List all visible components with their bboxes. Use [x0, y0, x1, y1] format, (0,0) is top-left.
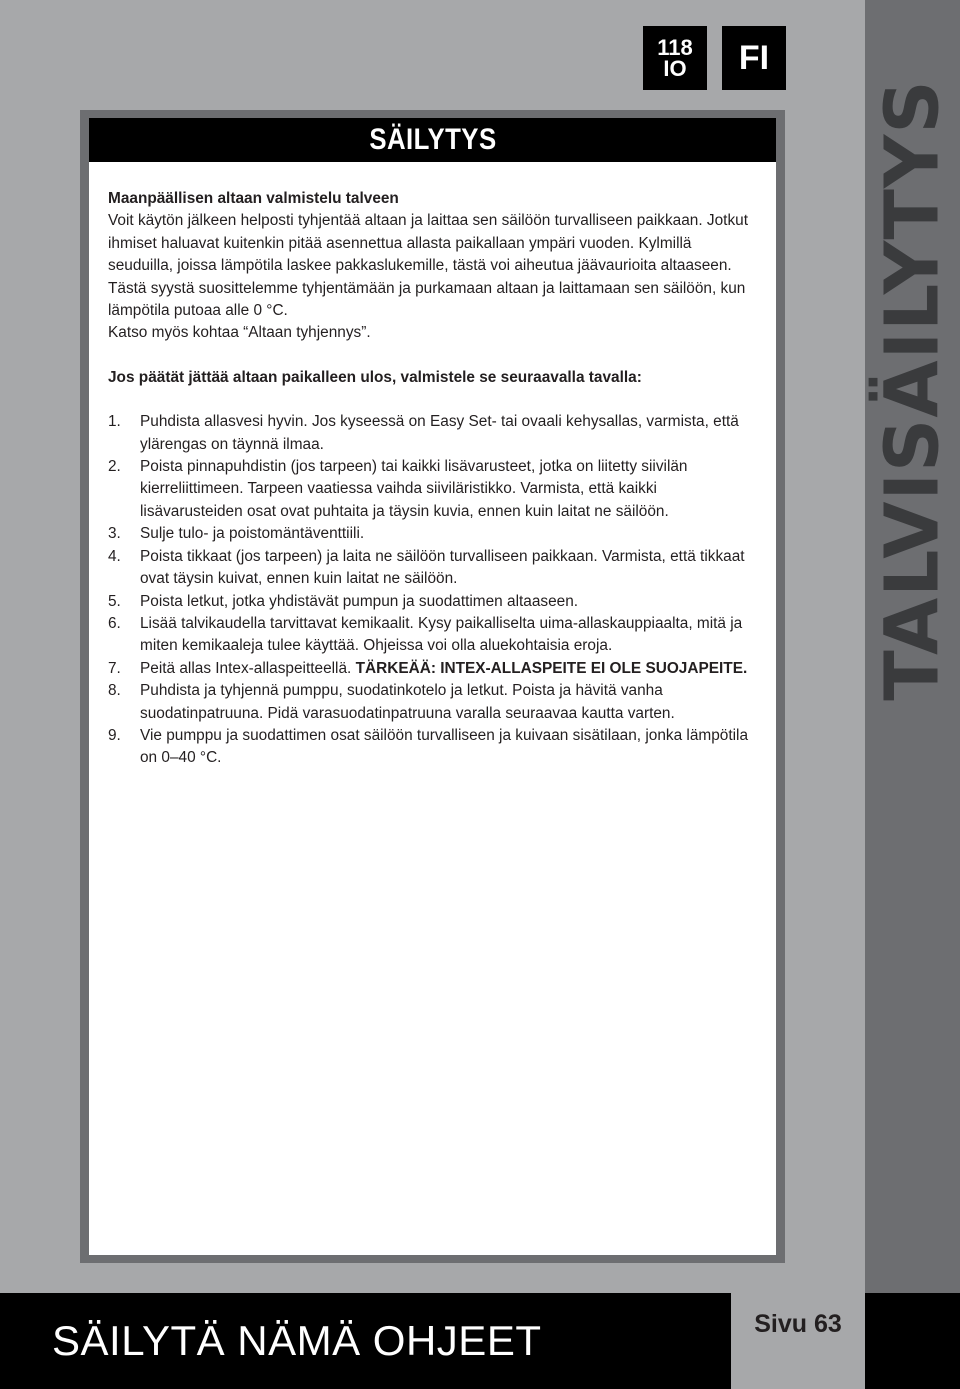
step-number: 1.	[108, 413, 121, 431]
step-item	[108, 680, 758, 725]
step-text: Poista tikkaat (jos tarpeen) ja laita ne säilöön turvalliseen paikkaan. Varmista, että tikkaat ovat täysin kuivat, ennen kuin laitat ne säilöön.	[140, 547, 745, 588]
page-number: Sivu 63	[754, 1310, 842, 1338]
footer-title: SÄILYTÄ NÄMÄ OHJEET	[52, 1317, 542, 1364]
step-text: Puhdista allasvesi hyvin. Jos kyseessä on Easy Set- tai ovaali kehysallas, varmista, että ylärengas on täynnä ilmaa.	[140, 413, 739, 453]
step-text: Sulje tulo- ja poistomäntäventtiili.	[140, 525, 365, 543]
step-text: Lisää talvikaudella tarvittavat kemikaalit. Kysy paikalliselta uima-allaskauppiaalta, mitä ja miten kemikaaleja tulee käyttää. Ohjeissa voi olla aluekohtaisia eroja.	[140, 614, 743, 655]
step-number: 6.	[108, 614, 121, 632]
step-number: 8.	[108, 682, 121, 700]
model-badge-line1: 118	[657, 35, 693, 60]
step-number: 3.	[108, 525, 121, 543]
model-badge	[643, 26, 707, 90]
step-item	[108, 546, 758, 591]
step-text: Puhdista ja tyhjennä pumppu, suodatinkotelo ja letkut. Poista ja hävitä vanha suodatinpatruuna. Pidä varasuodatinpatruuna varalla seuraavaa kautta varten.	[140, 682, 675, 722]
step-item	[108, 411, 758, 456]
content-body	[108, 188, 758, 770]
step-number: 5.	[108, 592, 121, 610]
section-header	[89, 118, 776, 162]
content-card	[89, 118, 776, 1255]
steps-lead: Jos päätät jättää altaan paikalleen ulos, valmistele se seuraavalla tavalla:	[108, 368, 642, 386]
step-number: 7.	[108, 659, 121, 677]
intro-heading: Maanpäällisen altaan valmistelu talveen	[108, 190, 399, 207]
steps-list	[108, 411, 758, 770]
step-item	[108, 658, 758, 680]
step-item	[108, 613, 758, 658]
intro-see-also: Katso myös kohtaa “Altaan tyhjennys”.	[108, 324, 371, 342]
step-text: Poista pinnapuhdistin (jos tarpeen) tai kaikki lisävarusteet, jotka on liitetty siivilän kierreliittimeen. Tarpeen vaatiessa vaihda siiviläristikko. Varmista, että kaikki lisävarusteiden osat ovat puhtaita ja täysin kuvia, ennen kuin laitat ne säilöön.	[140, 458, 688, 520]
step-item	[108, 456, 758, 523]
step-text: Peitä allas Intex-allaspeitteellä.	[140, 659, 356, 677]
language-badge	[722, 26, 786, 90]
section-title: SÄILYTYS	[368, 123, 497, 156]
side-title	[870, 79, 957, 701]
page-number-box	[731, 1293, 865, 1389]
step-number: 2.	[108, 458, 121, 476]
step-text: Poista letkut, jotka yhdistävät pumpun ja suodattimen altaaseen.	[140, 592, 579, 610]
side-title-text: TALVISÄILYTYS	[870, 79, 957, 701]
step-warning: TÄRKEÄÄ: INTEX-ALLASPEITE EI OLE SUOJAPEITE.	[355, 659, 748, 677]
step-number: 9.	[108, 726, 121, 744]
footer	[0, 1293, 960, 1389]
step-item	[108, 591, 758, 613]
step-number: 4.	[108, 547, 121, 565]
language-badge-label: FI	[738, 38, 770, 77]
step-item	[108, 523, 758, 545]
model-badge-line2: IO	[663, 56, 687, 81]
step-text: Vie pumppu ja suodattimen osat säilöön turvalliseen ja kuivaan sisätilaan, jonka lämpötila on 0–40 °C.	[140, 726, 749, 767]
intro-body: Voit käytön jälkeen helposti tyhjentää altaan ja laittaa sen säilöön turvalliseen paikkaan. Jotkut ihmiset haluavat kuitenkin pitää asennettua allasta paikallaan ympäri vuoden. Kylmillä seuduilla, joissa lämpötila laskee pakkaslukemille, tästä voi aiheutua jäävaurioita altaaseen. Tästä syystä suosittelemme tyhjentämään ja purkamaan altaan ja laittamaan sen säilöön, kun lämpötila putoaa alle 0 °C.	[108, 212, 748, 320]
step-item	[108, 725, 758, 770]
